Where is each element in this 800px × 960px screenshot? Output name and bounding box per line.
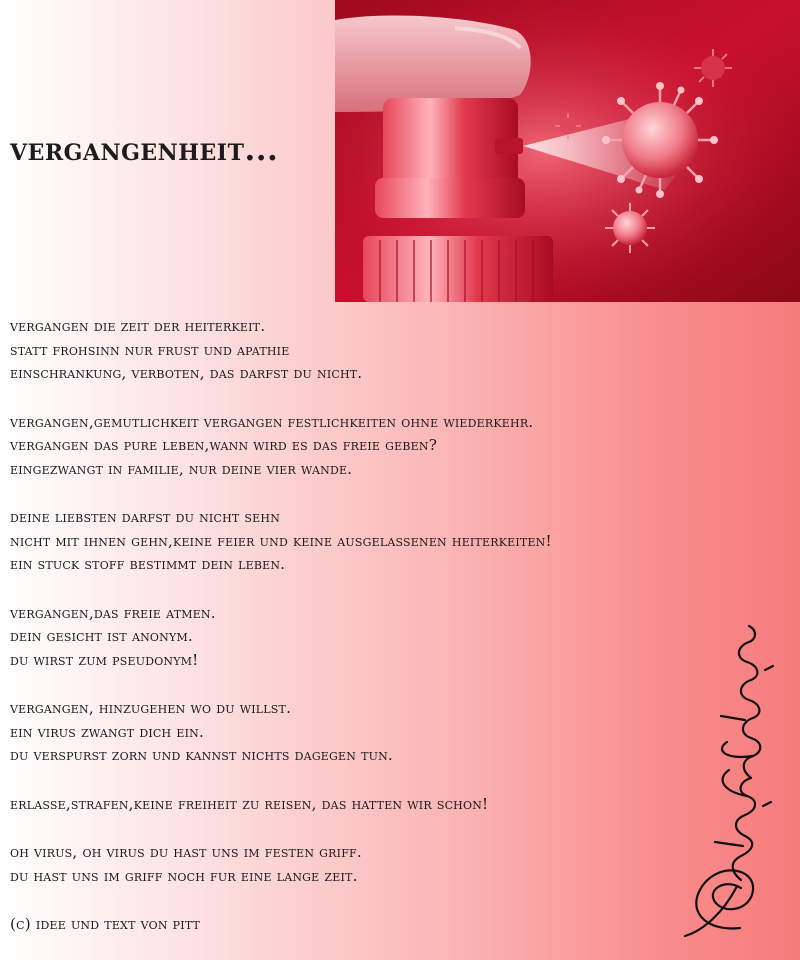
stanza [10,602,700,673]
poem-line: ein virus zwangt dich ein. [10,722,204,741]
spray-virus-illustration [335,0,800,302]
page-title: vergangenheit... [10,132,279,168]
poem-line: vergangen,das freie atmen. [10,603,216,622]
poem-line: oh virus, oh virus du hast uns im festen griff. [10,843,362,861]
poem-line: einschrankung, verboten, das darfst du nicht. [10,364,363,382]
poem-line: vergangen, hinzugehen wo du willst. [10,699,292,717]
poem [10,315,700,937]
poem-line: du wirst zum pseudonym! [10,650,199,669]
poem-line: du hast uns im griff noch fur eine lange zeit. [10,866,358,885]
poem-line: du verspurst zorn und kannst nichts dagegen tun. [10,746,393,764]
stanza [10,841,700,888]
stanza [10,793,700,817]
stanza [10,315,700,386]
stanza [10,697,700,768]
poem-line: erlasse,strafen,keine freiheit zu reisen, das hatten wir schon! [10,794,489,813]
poem-line: dein gesicht ist anonym. [10,627,193,645]
signature-handwriting [645,610,795,940]
poem-line: ein stuck stoff bestimmt dein leben. [10,555,286,573]
poem-line: vergangen,gemutlichkeit vergangen festlichkeiten ohne wiederkehr. [10,412,534,431]
poem-line: deine liebsten darfst du nicht sehn [10,508,281,526]
credit-line: (c) idee und text von pitt [10,915,201,933]
signature-logo [645,610,795,940]
poem-line: vergangen die zeit der heiterkeit. [10,317,266,335]
poem-line: nicht mit ihnen gehn,keine feier und keine ausgelassenen heiterkeiten! [10,531,552,550]
virus-small-icon [605,203,655,253]
spray-virus-photo [335,0,800,302]
stanza [10,411,700,482]
poem-line: statt frohsinn nur frust und apathie [10,340,290,359]
virus-large-icon [602,82,718,198]
poem-line: eingezwangt in familie, nur deine vier wande. [10,459,353,478]
poem-line: vergangen das pure leben,wann wird es das freie geben? [10,436,438,454]
stanza [10,506,700,577]
